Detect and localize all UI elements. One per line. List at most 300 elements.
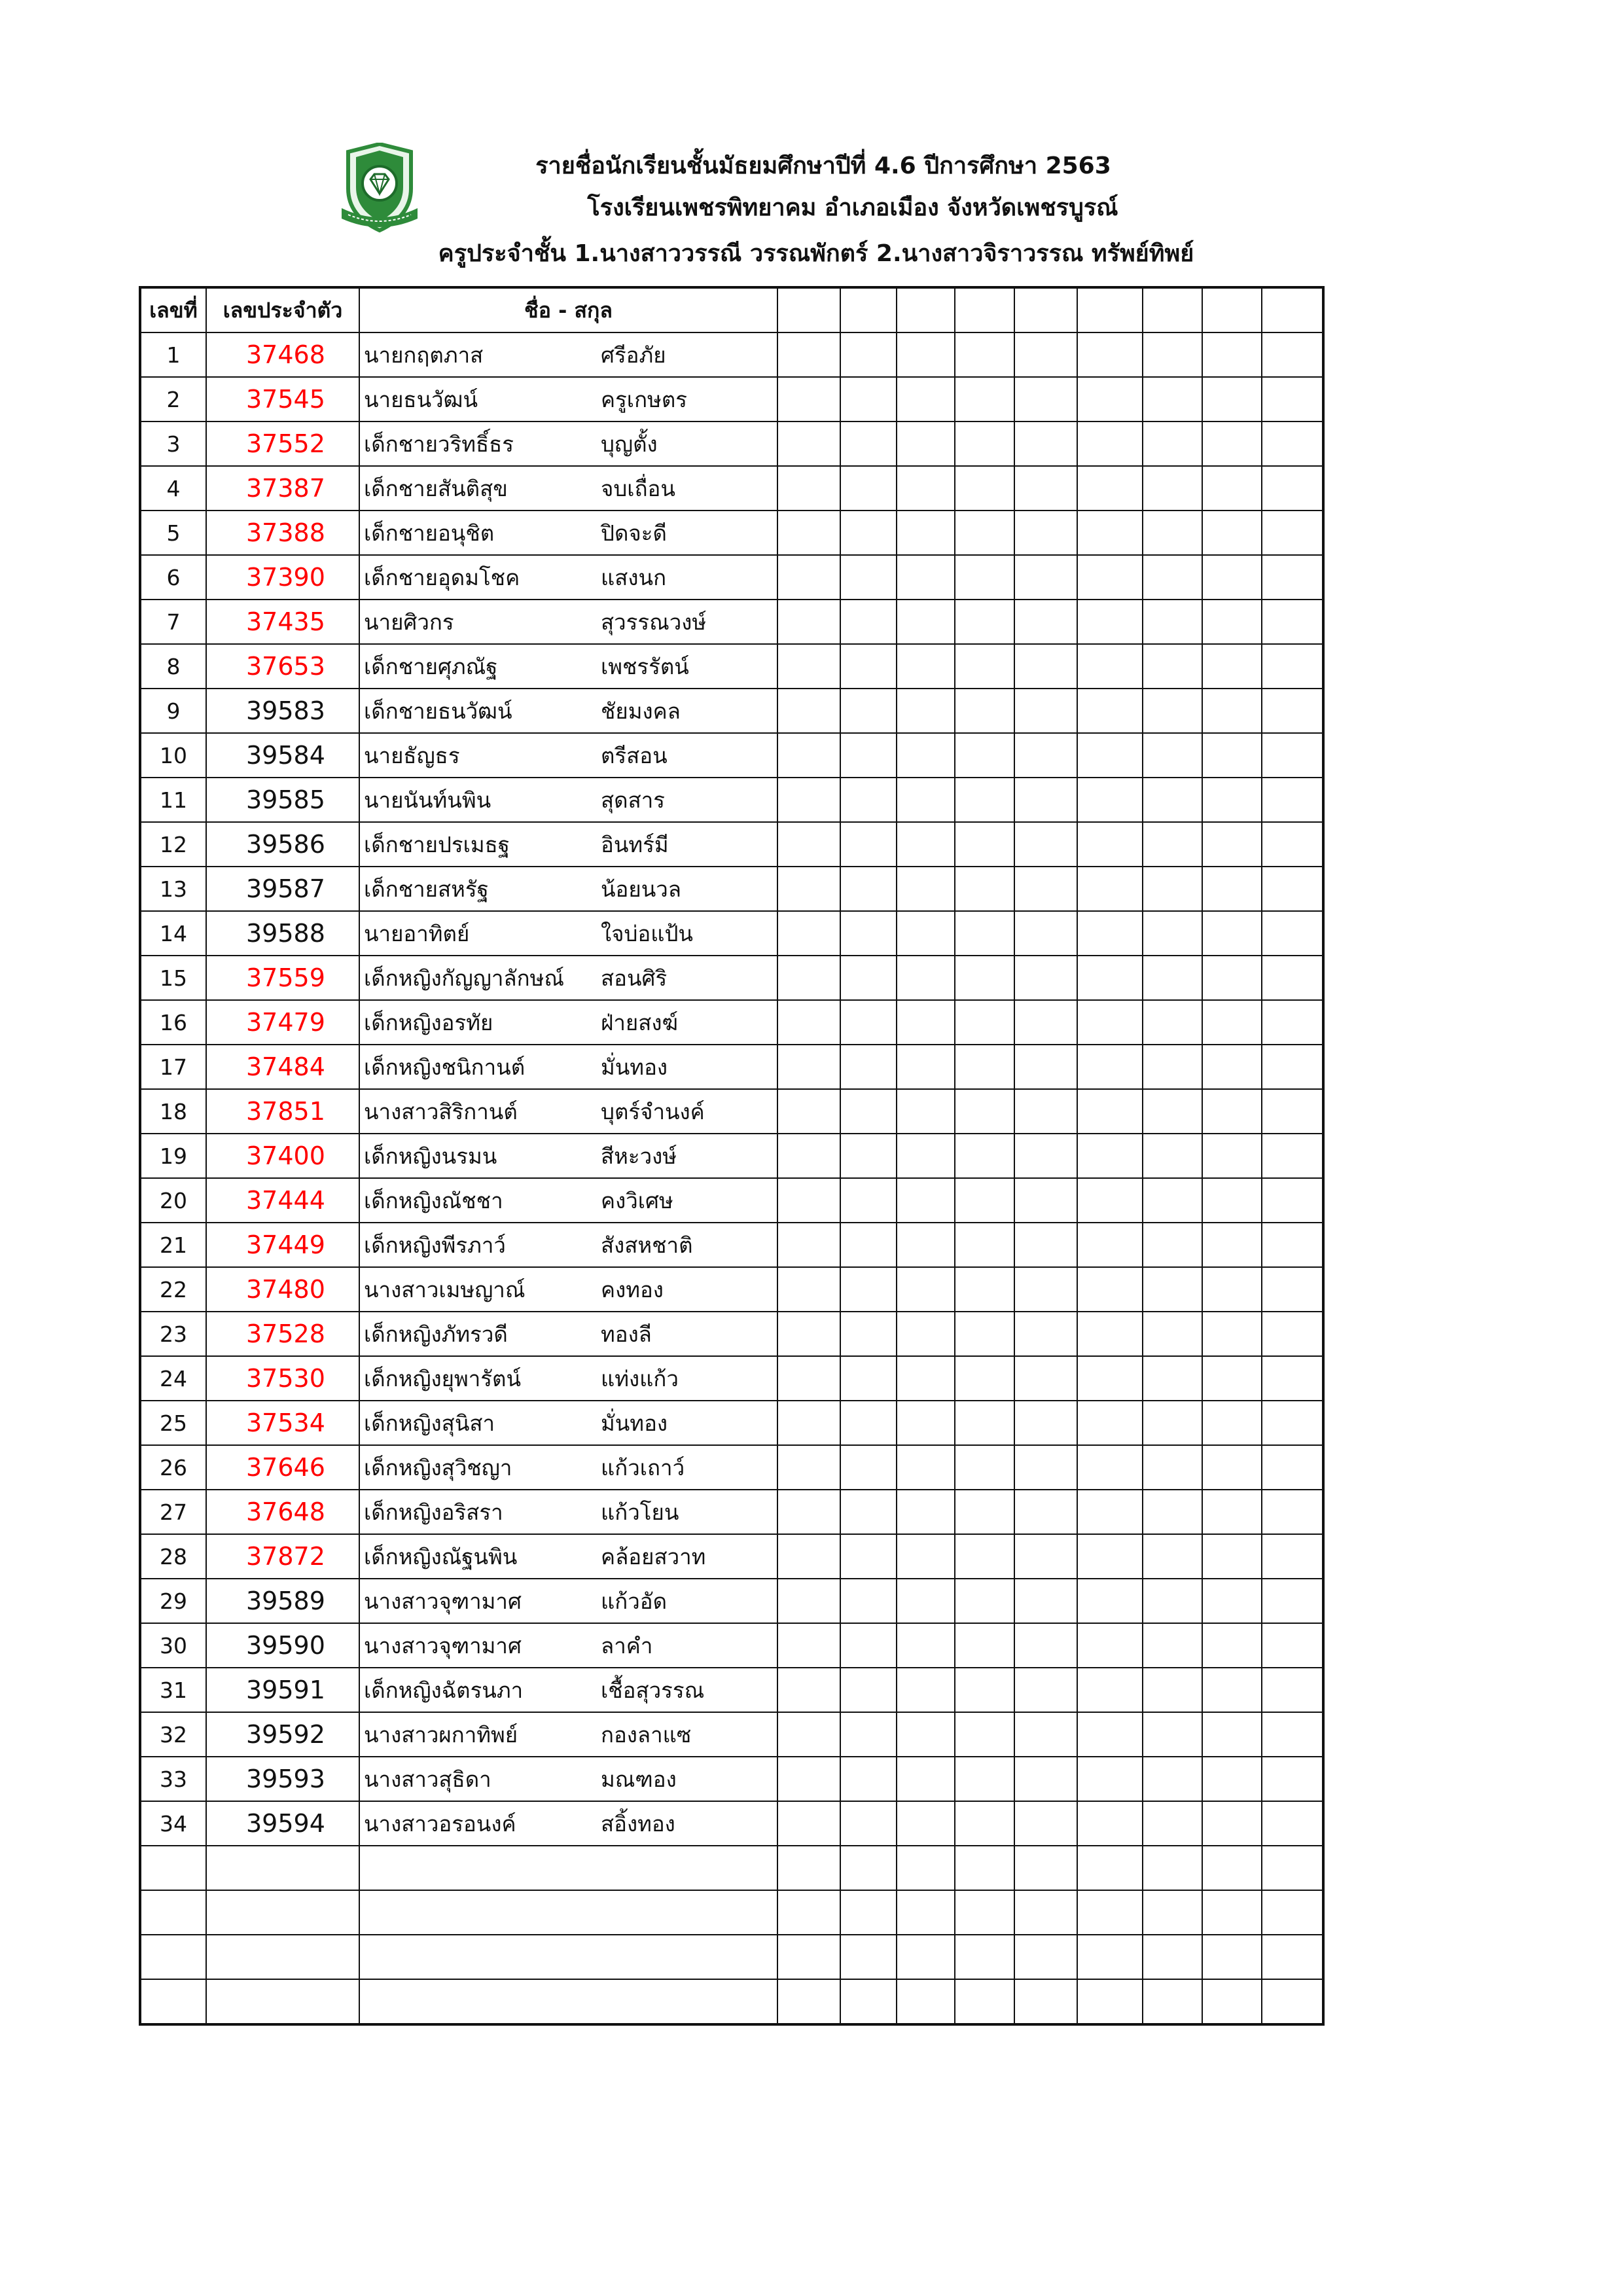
blank-cell <box>1202 466 1262 511</box>
blank-cell <box>1077 1223 1143 1267</box>
blank-cell <box>1014 1579 1077 1623</box>
blank-cell <box>1014 778 1077 822</box>
blank-cell <box>1014 1089 1077 1134</box>
blank-cell <box>1202 1045 1262 1089</box>
blank-cell <box>777 1356 840 1401</box>
blank-cell <box>1077 1490 1143 1534</box>
blank-cell <box>1202 1445 1262 1490</box>
blank-cell <box>140 1935 206 1979</box>
blank-cell <box>897 644 955 689</box>
blank-cell <box>1202 422 1262 466</box>
table-header-row <box>140 287 1323 332</box>
blank-cell <box>1077 911 1143 956</box>
blank-cell <box>1143 1045 1202 1089</box>
table-row <box>140 956 1323 1000</box>
blank-cell <box>955 511 1014 555</box>
blank-cell <box>1262 1356 1323 1401</box>
blank-cell <box>897 1935 955 1979</box>
first-name: นางสาวเมษญาณ์ <box>364 1276 526 1302</box>
table-row <box>140 1089 1323 1134</box>
blank-cell <box>1143 1490 1202 1534</box>
blank-cell <box>777 1134 840 1178</box>
blank-cell <box>1262 466 1323 511</box>
empty-row <box>140 1979 1323 2024</box>
blank-cell <box>140 1979 206 2024</box>
blank-cell <box>1077 1000 1143 1045</box>
table-row <box>140 332 1323 377</box>
blank-cell <box>840 466 897 511</box>
row-number: 33 <box>140 1757 206 1801</box>
blank-cell <box>1143 1445 1202 1490</box>
blank-cell <box>955 956 1014 1000</box>
blank-cell <box>1143 1668 1202 1712</box>
student-name-cell <box>359 1267 777 1312</box>
blank-cell <box>1077 1935 1143 1979</box>
blank-cell <box>1262 1134 1323 1178</box>
blank-cell <box>777 600 840 644</box>
student-name-cell <box>359 1534 777 1579</box>
blank-cell <box>777 867 840 911</box>
last-name: จบเถื่อน <box>601 475 675 501</box>
last-name: กองลาแซ <box>601 1721 692 1748</box>
blank-cell <box>1014 1178 1077 1223</box>
last-name: ชัยมงคล <box>601 698 681 724</box>
table-row <box>140 1312 1323 1356</box>
blank-cell <box>897 689 955 733</box>
blank-cell <box>1262 1445 1323 1490</box>
blank-cell <box>1077 778 1143 822</box>
blank-cell <box>777 1757 840 1801</box>
last-name: อินทร์มี <box>601 831 669 857</box>
header-student-id: เลขประจำตัว <box>206 287 359 332</box>
blank-cell <box>840 1979 897 2024</box>
blank-cell <box>897 1846 955 1890</box>
blank-cell <box>1202 644 1262 689</box>
blank-cell <box>1077 1178 1143 1223</box>
blank-cell <box>1077 1401 1143 1445</box>
blank-cell <box>777 644 840 689</box>
blank-cell <box>777 1089 840 1134</box>
blank-cell <box>1202 1312 1262 1356</box>
student-id: 37534 <box>206 1401 359 1445</box>
blank-cell <box>897 511 955 555</box>
blank-cell <box>1202 1801 1262 1846</box>
blank-cell <box>1077 689 1143 733</box>
student-id: 39587 <box>206 867 359 911</box>
row-number: 16 <box>140 1000 206 1045</box>
blank-cell <box>955 1579 1014 1623</box>
student-name-cell <box>359 1000 777 1045</box>
blank-cell <box>955 1045 1014 1089</box>
student-id: 37851 <box>206 1089 359 1134</box>
student-name-cell <box>359 332 777 377</box>
blank-cell <box>1143 1757 1202 1801</box>
blank-cell <box>897 1579 955 1623</box>
blank-cell <box>897 377 955 422</box>
blank-cell <box>1143 911 1202 956</box>
blank-cell <box>1077 956 1143 1000</box>
blank-cell <box>1077 1534 1143 1579</box>
blank-cell <box>1077 1267 1143 1312</box>
first-name: เด็กหญิงยุพารัตน์ <box>364 1365 522 1391</box>
row-number: 7 <box>140 600 206 644</box>
blank-cell <box>1143 1623 1202 1668</box>
blank-cell <box>1202 600 1262 644</box>
blank-cell <box>1262 1757 1323 1801</box>
blank-cell <box>840 1045 897 1089</box>
blank-cell <box>1143 822 1202 867</box>
blank-cell <box>897 1445 955 1490</box>
blank-cell <box>1202 1490 1262 1534</box>
blank-cell <box>955 1089 1014 1134</box>
blank-cell <box>1202 778 1262 822</box>
table-row <box>140 555 1323 600</box>
last-name: สุวรรณวงษ์ <box>601 609 707 635</box>
last-name: มณฑอง <box>601 1766 677 1792</box>
blank-cell <box>897 1267 955 1312</box>
table-row <box>140 1668 1323 1712</box>
header-blank-cell <box>777 287 840 332</box>
blank-cell <box>1143 1356 1202 1401</box>
blank-cell <box>1077 1579 1143 1623</box>
last-name: ทองลี <box>601 1321 652 1347</box>
first-name: เด็กหญิงอริสรา <box>364 1499 503 1525</box>
student-id: 39591 <box>206 1668 359 1712</box>
blank-cell <box>897 1890 955 1935</box>
row-number: 13 <box>140 867 206 911</box>
blank-cell <box>897 466 955 511</box>
blank-cell <box>1262 1401 1323 1445</box>
student-id: 39588 <box>206 911 359 956</box>
student-name-cell <box>359 867 777 911</box>
blank-cell <box>1014 1979 1077 2024</box>
table-row <box>140 911 1323 956</box>
last-name: มั่นทอง <box>601 1054 668 1080</box>
blank-cell <box>1077 1312 1143 1356</box>
header-blank-cell <box>840 287 897 332</box>
student-name-cell <box>359 822 777 867</box>
first-name: นางสาวจุฑามาศ <box>364 1588 522 1614</box>
student-id: 37646 <box>206 1445 359 1490</box>
student-name-cell <box>359 1757 777 1801</box>
blank-cell <box>1014 466 1077 511</box>
table-row <box>140 689 1323 733</box>
blank-cell <box>840 1890 897 1935</box>
student-id: 39590 <box>206 1623 359 1668</box>
first-name: นางสาวอรอนงค์ <box>364 1810 516 1837</box>
blank-cell <box>1262 867 1323 911</box>
last-name: แก้วโยน <box>601 1499 679 1525</box>
blank-cell <box>777 555 840 600</box>
last-name: แสงนก <box>601 564 667 590</box>
blank-cell <box>1077 644 1143 689</box>
table-row <box>140 733 1323 778</box>
student-name-cell <box>359 555 777 600</box>
blank-cell <box>359 1935 777 1979</box>
blank-cell <box>1014 1534 1077 1579</box>
blank-cell <box>1262 1846 1323 1890</box>
blank-cell <box>1014 377 1077 422</box>
row-number: 18 <box>140 1089 206 1134</box>
student-id: 39592 <box>206 1712 359 1757</box>
blank-cell <box>777 1668 840 1712</box>
blank-cell <box>1202 1356 1262 1401</box>
table-row <box>140 1267 1323 1312</box>
row-number: 6 <box>140 555 206 600</box>
blank-cell <box>955 778 1014 822</box>
blank-cell <box>1262 511 1323 555</box>
blank-cell <box>1077 867 1143 911</box>
first-name: เด็กชายธนวัฒน์ <box>364 698 512 724</box>
student-id: 39594 <box>206 1801 359 1846</box>
blank-cell <box>1077 822 1143 867</box>
blank-cell <box>840 644 897 689</box>
header-blank-cell <box>1202 287 1262 332</box>
last-name: แท่งแก้ว <box>601 1365 679 1391</box>
blank-cell <box>897 1045 955 1089</box>
student-id: 37653 <box>206 644 359 689</box>
blank-cell <box>1014 956 1077 1000</box>
blank-cell <box>1202 377 1262 422</box>
table-row <box>140 511 1323 555</box>
student-id: 39589 <box>206 1579 359 1623</box>
header-number: เลขที่ <box>140 287 206 332</box>
blank-cell <box>1014 822 1077 867</box>
student-name-cell <box>359 377 777 422</box>
blank-cell <box>1077 422 1143 466</box>
blank-cell <box>955 1623 1014 1668</box>
last-name: สุดสาร <box>601 787 665 813</box>
blank-cell <box>1014 1134 1077 1178</box>
blank-cell <box>777 1000 840 1045</box>
student-name-cell <box>359 1045 777 1089</box>
row-number: 15 <box>140 956 206 1000</box>
student-id: 37480 <box>206 1267 359 1312</box>
blank-cell <box>840 1579 897 1623</box>
blank-cell <box>1143 1579 1202 1623</box>
blank-cell <box>1077 1356 1143 1401</box>
blank-cell <box>840 1401 897 1445</box>
student-name-cell <box>359 1801 777 1846</box>
student-id: 37390 <box>206 555 359 600</box>
blank-cell <box>1143 511 1202 555</box>
student-id: 37484 <box>206 1045 359 1089</box>
student-id: 37545 <box>206 377 359 422</box>
student-name-cell <box>359 1134 777 1178</box>
blank-cell <box>1143 422 1202 466</box>
row-number: 2 <box>140 377 206 422</box>
blank-cell <box>1202 1935 1262 1979</box>
blank-cell <box>840 511 897 555</box>
student-name-cell <box>359 1089 777 1134</box>
student-name-cell <box>359 778 777 822</box>
blank-cell <box>955 1801 1014 1846</box>
blank-cell <box>1014 422 1077 466</box>
blank-cell <box>955 1134 1014 1178</box>
table-row <box>140 1623 1323 1668</box>
blank-cell <box>840 422 897 466</box>
student-id: 37388 <box>206 511 359 555</box>
blank-cell <box>955 1445 1014 1490</box>
blank-cell <box>897 822 955 867</box>
blank-cell <box>777 511 840 555</box>
student-name-cell <box>359 733 777 778</box>
student-id: 37552 <box>206 422 359 466</box>
blank-cell <box>840 1223 897 1267</box>
homeroom-teachers: ครูประจำชั้น 1.นางสาววรรณี วรรณพักตร์ 2.นางสาวจิราวรรณ ทรัพย์ทิพย์ <box>438 240 1194 267</box>
first-name: เด็กชายศุภณัฐ <box>364 653 498 679</box>
blank-cell <box>359 1979 777 2024</box>
blank-cell <box>1077 555 1143 600</box>
row-number: 28 <box>140 1534 206 1579</box>
blank-cell <box>840 1000 897 1045</box>
last-name: ศรีอภัย <box>601 342 666 368</box>
row-number: 30 <box>140 1623 206 1668</box>
blank-cell <box>1262 1490 1323 1534</box>
blank-cell <box>1143 466 1202 511</box>
header-blank-cell <box>897 287 955 332</box>
last-name: ใจบ่อแป้น <box>601 920 693 946</box>
blank-cell <box>1014 867 1077 911</box>
blank-cell <box>1014 733 1077 778</box>
blank-cell <box>955 1223 1014 1267</box>
blank-cell <box>1143 1178 1202 1223</box>
blank-cell <box>897 733 955 778</box>
blank-cell <box>1077 332 1143 377</box>
empty-row <box>140 1846 1323 1890</box>
blank-cell <box>1262 332 1323 377</box>
blank-cell <box>1077 1623 1143 1668</box>
blank-cell <box>1262 1312 1323 1356</box>
first-name: เด็กหญิงสุวิชญา <box>364 1454 512 1480</box>
row-number: 19 <box>140 1134 206 1178</box>
blank-cell <box>897 332 955 377</box>
student-id: 37468 <box>206 332 359 377</box>
blank-cell <box>777 422 840 466</box>
table-row <box>140 600 1323 644</box>
row-number: 20 <box>140 1178 206 1223</box>
first-name: เด็กหญิงณัชชา <box>364 1187 503 1213</box>
blank-cell <box>955 377 1014 422</box>
blank-cell <box>1014 1445 1077 1490</box>
blank-cell <box>777 1801 840 1846</box>
blank-cell <box>1143 867 1202 911</box>
blank-cell <box>1077 600 1143 644</box>
blank-cell <box>1143 1890 1202 1935</box>
blank-cell <box>1262 422 1323 466</box>
student-name-cell <box>359 422 777 466</box>
blank-cell <box>777 1223 840 1267</box>
blank-cell <box>1014 332 1077 377</box>
blank-cell <box>206 1890 359 1935</box>
blank-cell <box>840 1356 897 1401</box>
last-name: ครูเกษตร <box>601 386 687 412</box>
blank-cell <box>1202 956 1262 1000</box>
blank-cell <box>1077 1801 1143 1846</box>
blank-cell <box>777 1979 840 2024</box>
row-number: 34 <box>140 1801 206 1846</box>
blank-cell <box>1077 1890 1143 1935</box>
blank-cell <box>840 1757 897 1801</box>
blank-cell <box>1077 1846 1143 1890</box>
student-roster-table <box>139 286 1325 2026</box>
blank-cell <box>1014 1668 1077 1712</box>
blank-cell <box>897 422 955 466</box>
blank-cell <box>1077 511 1143 555</box>
blank-cell <box>897 1979 955 2024</box>
row-number: 31 <box>140 1668 206 1712</box>
blank-cell <box>777 1445 840 1490</box>
first-name: เด็กหญิงพีรภาว์ <box>364 1232 506 1258</box>
blank-cell <box>897 600 955 644</box>
table-row <box>140 1356 1323 1401</box>
blank-cell <box>1143 1312 1202 1356</box>
school-name: โรงเรียนเพชรพิทยาคม อำเภอเมือง จังหวัดเพชรบูรณ์ <box>587 194 1118 221</box>
blank-cell <box>955 555 1014 600</box>
row-number: 8 <box>140 644 206 689</box>
blank-cell <box>955 422 1014 466</box>
row-number: 1 <box>140 332 206 377</box>
blank-cell <box>955 911 1014 956</box>
student-name-cell <box>359 1579 777 1623</box>
student-id: 37400 <box>206 1134 359 1178</box>
student-id: 37530 <box>206 1356 359 1401</box>
blank-cell <box>840 733 897 778</box>
student-name-cell <box>359 600 777 644</box>
first-name: นายกฤตภาส <box>364 342 484 368</box>
blank-cell <box>1077 733 1143 778</box>
blank-cell <box>1014 1757 1077 1801</box>
blank-cell <box>955 1267 1014 1312</box>
blank-cell <box>1262 1935 1323 1979</box>
blank-cell <box>1262 822 1323 867</box>
blank-cell <box>1014 1490 1077 1534</box>
student-id: 37444 <box>206 1178 359 1223</box>
table-row <box>140 867 1323 911</box>
blank-cell <box>955 1979 1014 2024</box>
blank-cell <box>777 689 840 733</box>
first-name: เด็กหญิงภัทรวดี <box>364 1321 508 1347</box>
last-name: คงทอง <box>601 1276 664 1302</box>
blank-cell <box>955 1668 1014 1712</box>
blank-cell <box>777 332 840 377</box>
blank-cell <box>897 555 955 600</box>
blank-cell <box>777 956 840 1000</box>
student-name-cell <box>359 1445 777 1490</box>
blank-cell <box>1262 1712 1323 1757</box>
blank-cell <box>840 377 897 422</box>
blank-cell <box>1077 1045 1143 1089</box>
blank-cell <box>1202 1134 1262 1178</box>
table-row <box>140 1534 1323 1579</box>
blank-cell <box>897 1356 955 1401</box>
student-id: 37449 <box>206 1223 359 1267</box>
first-name: เด็กหญิงณัฐนพิน <box>364 1543 518 1570</box>
student-id: 39586 <box>206 822 359 867</box>
blank-cell <box>1077 1979 1143 2024</box>
blank-cell <box>1202 1890 1262 1935</box>
row-number: 11 <box>140 778 206 822</box>
first-name: นางสาวสุธิดา <box>364 1766 491 1792</box>
first-name: นายธนวัฒน์ <box>364 386 478 412</box>
blank-cell <box>1262 911 1323 956</box>
blank-cell <box>1202 1757 1262 1801</box>
blank-cell <box>777 1267 840 1312</box>
header-blank-cell <box>1143 287 1202 332</box>
last-name: สีหะวงษ์ <box>601 1143 677 1169</box>
blank-cell <box>777 1935 840 1979</box>
student-name-cell <box>359 511 777 555</box>
